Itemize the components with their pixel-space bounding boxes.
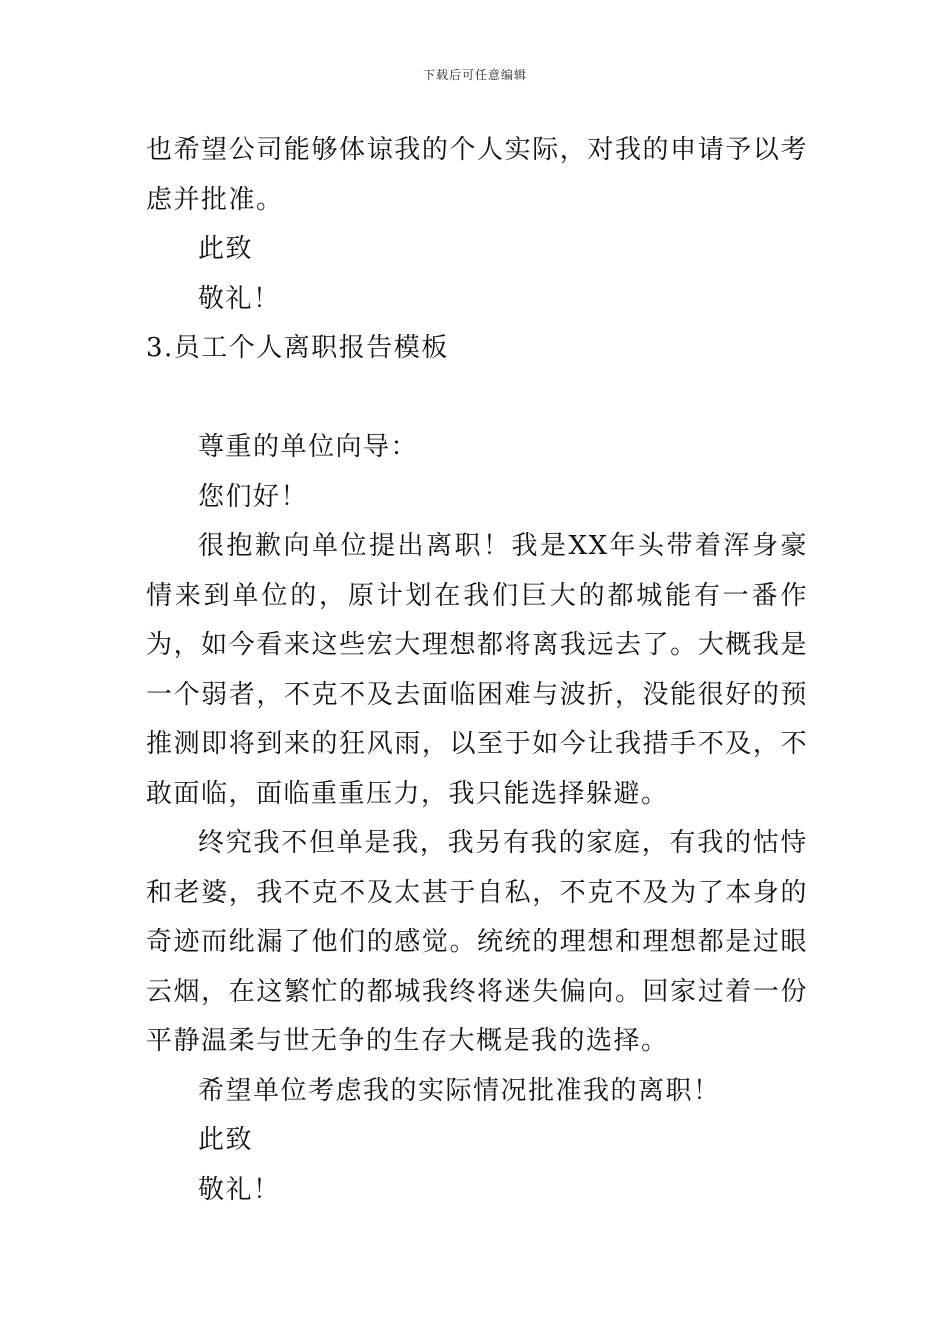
- blank-line: [146, 374, 808, 424]
- closing-cizhi: 此致: [198, 234, 254, 264]
- closing-jingli: 敬礼！: [198, 283, 281, 314]
- header-note: 下载后可任意编辑: [422, 68, 527, 82]
- closing-jingli-2: 敬礼！: [198, 1174, 281, 1205]
- section-title: 3.员工个人离职报告模板: [146, 333, 449, 363]
- salutation: 尊重的单位向导：: [198, 432, 419, 462]
- greeting: 您们好！: [198, 481, 309, 512]
- paragraph-apology: 很抱歉向单位提出离职！我是XX年头带着浑身豪情来到单位的，原计划在我们巨大的都城能有一番作为，如今看来这些宏大理想都将离我远去了。大概我是一个弱者，不克不及去面临困难与波折，没能很好的预推测即将到来的狂风雨，以至于如今让我措手不及，不敢面临，面临重重压力，我只能选择躲避。: [146, 531, 808, 809]
- paragraph-request: 希望单位考虑我的实际情况批准我的离职！: [198, 1075, 721, 1106]
- closing-cizhi-2: 此致: [198, 1125, 254, 1155]
- paragraph-closing-request: 也希望公司能够体谅我的个人实际，对我的申请予以考虑并批准。: [146, 135, 808, 215]
- paragraph-family: 终究我不但单是我，我另有我的家庭，有我的怙恃和老婆，我不克不及太甚于自私，不克不及为了本身的奇迹而纰漏了他们的感觉。统统的理想和理想都是过眼云烟，在这繁忙的都城我终将迷失偏向。回家过着一份平静温柔与世无争的生存大概是我的选择。: [146, 828, 808, 1056]
- document-body: [146, 126, 808, 1215]
